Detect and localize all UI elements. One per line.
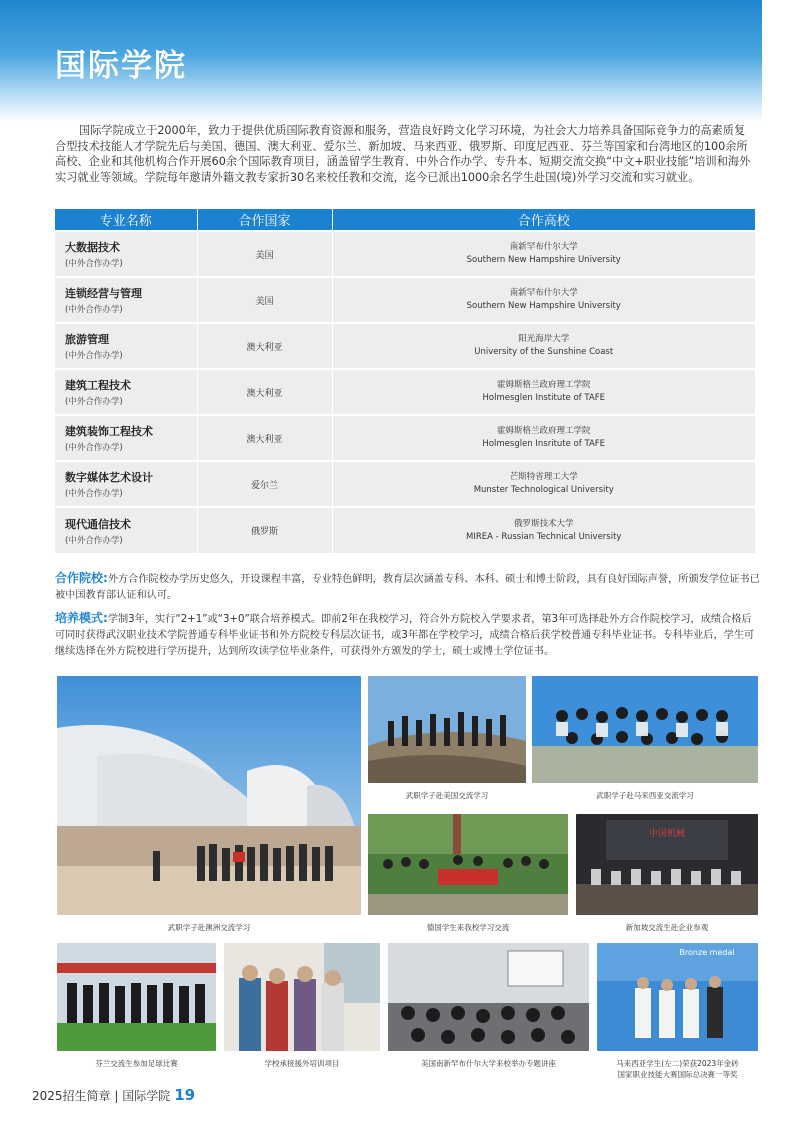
programs-table	[55, 209, 756, 553]
university-cell	[332, 323, 756, 369]
university-en: Southern New Hampshire University	[466, 255, 621, 265]
page-title: 国际学院	[55, 48, 187, 84]
university-en: Holmesglen Insritute of TAFE	[482, 439, 606, 449]
photo-award	[597, 943, 758, 1051]
university-cell	[332, 415, 756, 461]
photo-australia	[57, 676, 361, 915]
partners-paragraph	[55, 570, 760, 604]
caption-aid-training: 学校承接援外培训项目	[264, 1059, 340, 1068]
training-label: 培养模式:	[55, 611, 108, 625]
university-cell	[332, 369, 756, 415]
major-mode: (中外合作办学)	[65, 397, 123, 407]
university-en: University of the Sunshine Coast	[474, 347, 614, 357]
major-name: 大数据技术	[65, 241, 120, 254]
major-mode: (中外合作办学)	[65, 489, 123, 499]
country-cell: 爱尔兰	[197, 461, 332, 507]
major-cell	[55, 323, 197, 369]
intro-paragraph: 国际学院成立于2000年，致力于提供优质国际教育资源和服务，营造良好跨文化学习环境，为社会大力培养具备国际竞争力的高素质复合型技术技能人才学院先后与美国、德国、澳大利亚、爱尔兰、新加坡、马来西亚、俄罗斯、印度尼西亚、芬兰等国家和台湾地区的100余所高校、企业和其他机构合作开展60余个国际教育项目，涵盖留学生教育、中外合作办学、专升本、短期交流交换“中文+职业技能”培训和海外实习就业等领域。学院每年邀请外籍文教专家折30名来校任教和交流，迄今已派出1000余名学生赴国(境)外学习交流和实习就业。	[55, 124, 751, 184]
major-mode: (中外合作办学)	[65, 351, 123, 361]
table-row	[55, 277, 756, 323]
major-name: 现代通信技术	[65, 517, 131, 531]
caption-singapore: 新加坡交流生赴企业参观	[625, 923, 709, 932]
country-cell: 俄罗斯	[197, 507, 332, 553]
photo-aid-training	[224, 943, 380, 1051]
training-text: 学制3年，实行“2+1”或“3+0”联合培养模式。即前2年在我校学习，符合外方院校入学要求者，第3年可选择赴外方合作院校学习，成绩合格后可同时获得武汉职业技术学院普通专科毕业证书和外方院校专科层次证书，或3年都在学校学习，成绩合格后获学校普通专科毕业证书。专科毕业后，学生可继续选择在外方院校进行学历提升，达到所攻读学位毕业条件，可获得外方颁发的学士，硕士或博士学位证书。	[55, 614, 755, 657]
table-row	[55, 461, 756, 507]
major-name: 旅游管理	[65, 333, 109, 346]
photo-usa	[368, 676, 526, 783]
major-mode: (中外合作办学)	[65, 305, 123, 315]
table-row	[55, 323, 756, 369]
major-mode: (中外合作办学)	[65, 259, 123, 269]
university-en: MIREA - Russian Technical University	[466, 531, 622, 542]
photo-germany-image	[368, 814, 568, 915]
university-en: Holmesglen Institute of TAFE	[482, 393, 605, 403]
country-cell: 澳大利亚	[197, 369, 332, 415]
caption-germany: 德国学生来我校学习交流	[426, 923, 510, 932]
university-en: Southern New Hampshire University	[466, 301, 621, 311]
university-cn: 俄罗斯技术大学	[513, 518, 574, 529]
photo-germany	[368, 814, 568, 915]
major-cell	[55, 369, 197, 415]
table-row	[55, 415, 756, 461]
caption-award-line2: 国家职业技能大赛国际总决赛一等奖	[617, 1070, 738, 1079]
university-cn: 南新罕布什尔大学	[509, 288, 578, 298]
university-cell	[332, 231, 756, 277]
major-name: 建筑工程技术	[65, 379, 131, 392]
university-cell	[332, 461, 756, 507]
training-paragraph	[55, 610, 760, 660]
caption-award-line1: 马来西亚学生(左二)荣获2023年金砖	[616, 1059, 739, 1068]
university-cn: 南新罕布什尔大学	[509, 242, 578, 252]
university-cn: 阳光海岸大学	[518, 334, 570, 344]
photo-finland-image	[57, 943, 216, 1051]
major-cell	[55, 461, 197, 507]
photo-aid-training-image	[224, 943, 380, 1051]
table-row	[55, 231, 756, 277]
major-name: 建筑装饰工程技术	[65, 425, 153, 438]
major-mode: (中外合作办学)	[65, 535, 123, 546]
footer	[32, 1086, 195, 1104]
photo-singapore	[576, 814, 758, 915]
partners-text: 外方合作院校办学历史悠久，开设课程丰富，专业特色鲜明，教育层次涵盖专科、本科、硕士和博士阶段，具有良好国际声誉，所颁发学位证书已被中国教育部认证和认可。	[55, 574, 760, 601]
major-name: 数字媒体艺术设计	[65, 471, 153, 484]
caption-australia: 武职学子赴澳洲交流学习	[167, 923, 251, 932]
footer-text: 2025招生简章 | 国际学院	[32, 1089, 171, 1103]
university-cell	[332, 507, 756, 553]
country-cell: 美国	[197, 231, 332, 277]
caption-award	[597, 1058, 758, 1080]
photo-award-image	[597, 943, 758, 1051]
caption-finland: 芬兰交流生参加足球比赛	[95, 1059, 178, 1068]
country-cell: 澳大利亚	[197, 323, 332, 369]
photo-malaysia-image	[532, 676, 758, 783]
table-row	[55, 369, 756, 415]
major-cell	[55, 231, 197, 277]
award-banner-text: Bronze medal	[679, 948, 735, 957]
caption-usa: 武职学子赴美国交流学习	[405, 791, 489, 800]
table-row	[55, 507, 756, 553]
caption-malaysia: 武职学子赴马来西亚交流学习	[596, 791, 694, 800]
university-cn: 霍姆斯格兰政府理工学院	[496, 426, 591, 436]
major-cell	[55, 507, 197, 553]
country-cell: 澳大利亚	[197, 415, 332, 461]
major-cell	[55, 277, 197, 323]
university-cell	[332, 277, 756, 323]
photo-lecture	[388, 943, 589, 1051]
country-cell: 美国	[197, 277, 332, 323]
major-cell	[55, 415, 197, 461]
university-cn: 霍姆斯格兰政府理工学院	[496, 380, 591, 390]
caption-lecture: 美国南新罕布什尔大学来校举办专题讲座	[421, 1059, 556, 1068]
photo-lecture-image	[388, 943, 589, 1051]
header-university: 合作高校	[332, 209, 756, 231]
major-mode: (中外合作办学)	[65, 443, 123, 453]
page-number: 19	[174, 1086, 196, 1104]
university-en: Munster Technological University	[473, 485, 614, 495]
photo-australia-image	[57, 676, 361, 915]
header-country: 合作国家	[197, 209, 332, 231]
photo-singapore-image	[576, 814, 758, 915]
photo-usa-image	[368, 676, 526, 783]
photo-finland	[57, 943, 216, 1051]
major-name: 连锁经营与管理	[65, 287, 142, 300]
table-header-row	[55, 209, 756, 231]
partners-label: 合作院校:	[55, 571, 108, 585]
singapore-sign: 中国机械	[648, 829, 686, 839]
university-cn: 芒斯特省理工大学	[509, 472, 578, 482]
header-major: 专业名称	[55, 209, 197, 231]
photo-malaysia	[532, 676, 758, 783]
